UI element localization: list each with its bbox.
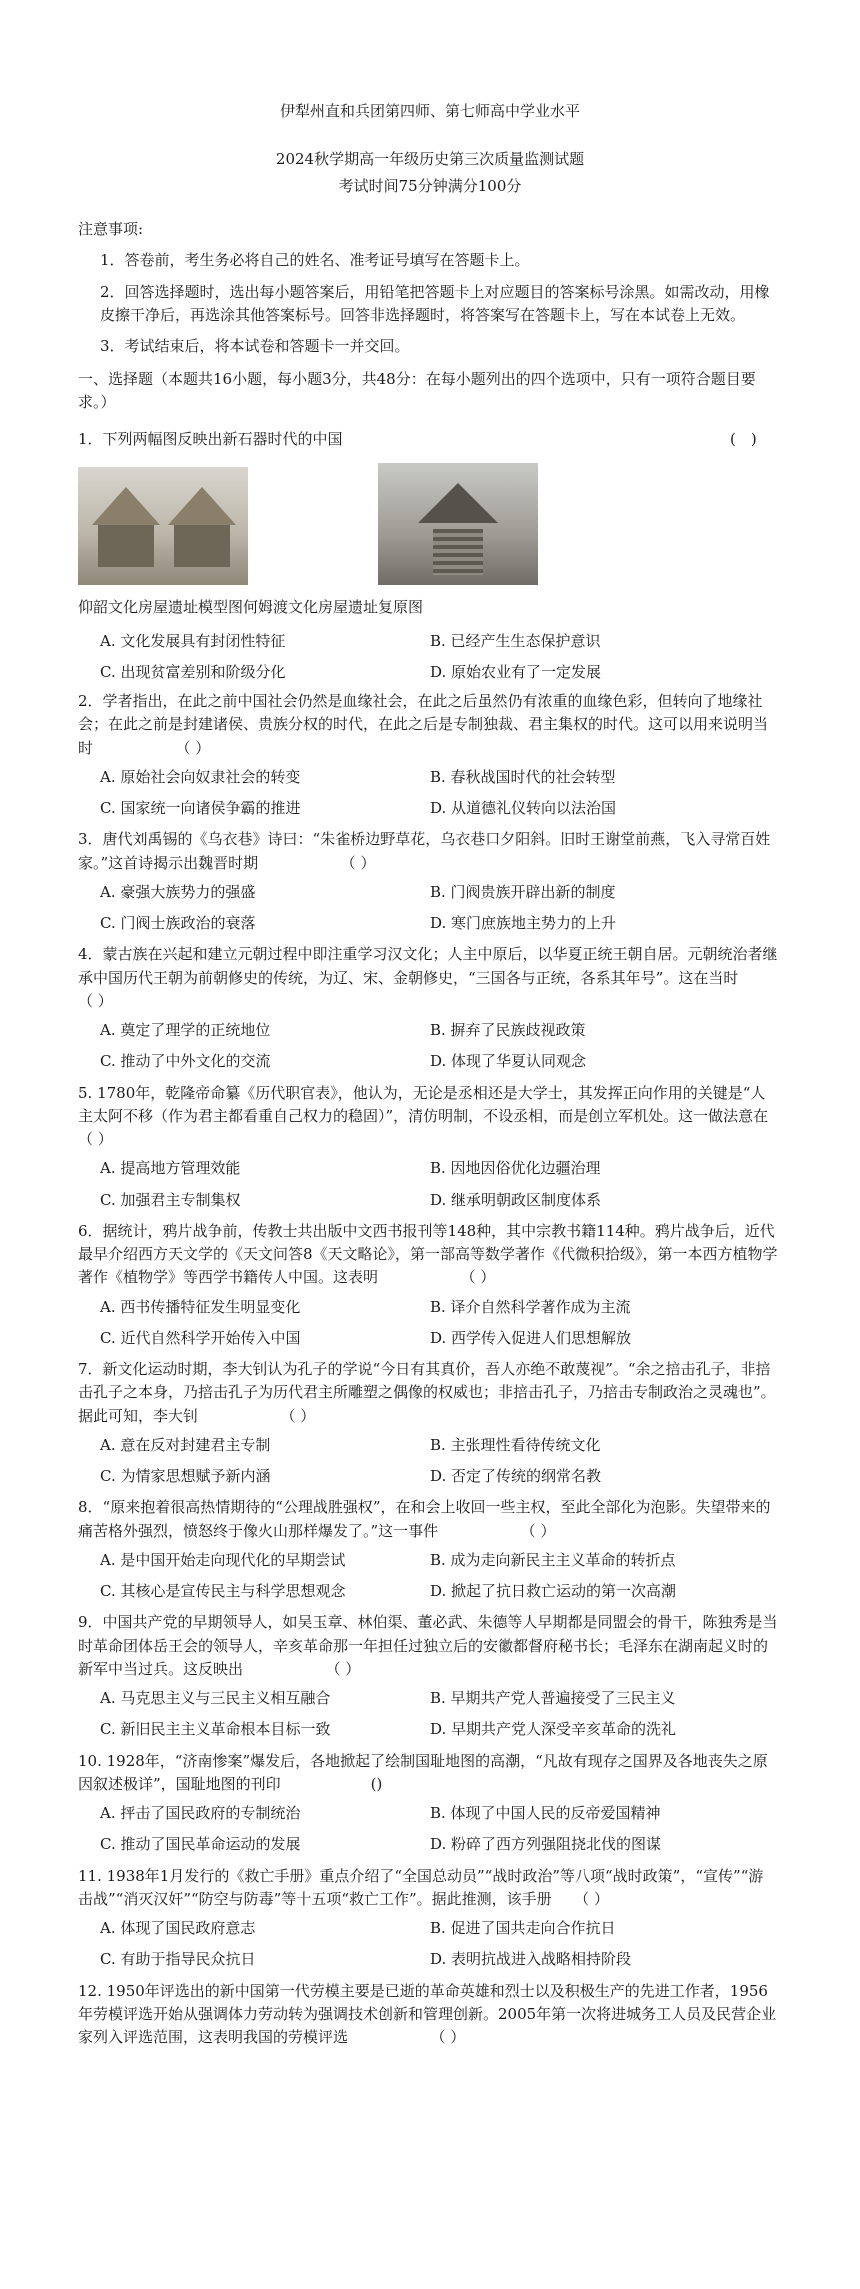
question-stem: 4．蒙古族在兴起和建立元朝过程中即注重学习汉文化；人主中原后，以华夏正统王朝自居。元朝统治者继承中国历代王朝为前朝修史的传统，为辽、宋、金朝修史，“三国各与正统，各系其年号”。这在当时 （ ） bbox=[78, 945, 829, 1010]
option-a: A. 马克思主义与三民主义相互融合 bbox=[100, 1689, 331, 1707]
option-a: A. 豪强大族势力的强盛 bbox=[100, 882, 256, 901]
option-b: B. 体现了中国人民的反帝爱国精神 bbox=[430, 1804, 661, 1822]
questions-list bbox=[78, 690, 829, 2057]
option-b: B. 因地因俗优化边疆治理 bbox=[430, 1159, 601, 1178]
images-caption: 仰韶文化房屋遗址模型图何姆渡文化房屋遗址复原图 bbox=[78, 598, 424, 616]
option-b: B. 摒弃了民族歧视政策 bbox=[430, 1021, 586, 1039]
option-d: D. 否定了传统的纲常名教 bbox=[430, 1467, 602, 1485]
yangshao-house-model-image bbox=[78, 467, 248, 585]
question-stem: 11. 1938年1月发行的《救亡手册》重点介绍了“全国总动员”“战时政治”等八项“战时政策”，“宣传”“游击战”“消灭汉奸”“防空与防毒”等十五项“救亡工作”。据此推测，该手册 （ ） bbox=[78, 1866, 764, 1908]
option-a: A. 西书传播特征发生明显变化 bbox=[100, 1297, 301, 1316]
option-c: C. 近代自然科学开始传入中国 bbox=[100, 1328, 301, 1347]
notice-item: 3．考试结束后，将本试卷和答题卡一并交回。 bbox=[100, 337, 410, 355]
question-1-stem: 1．下列两幅图反映出新石器时代的中国 bbox=[78, 430, 343, 448]
section-heading: 一、选择题（本题共16小题，每小题3分，共48分：在每小题列出的四个选项中，只有一项符合题目要求。） bbox=[78, 370, 756, 412]
question-1-options bbox=[78, 624, 778, 685]
option-a: A. 奠定了理学的正统地位 bbox=[100, 1021, 271, 1039]
question-9 bbox=[78, 1611, 778, 1741]
question-1-images bbox=[78, 455, 548, 585]
question-stem: 2．学者指出，在此之前中国社会仍然是血缘社会，在此之后虽然仍有浓重的血缘色彩，但转向了地缘社会；在此之前是封建诸侯、贵族分权的时代，在此之后是专制独裁、君主集权的时代。这可以用来说明当时 （ ） bbox=[78, 692, 769, 757]
option-d: D. 寒门庶族地主势力的上升 bbox=[430, 914, 617, 932]
question-stem: 10. 1928年，“济南惨案”爆发后，各地掀起了绘制国耻地图的高潮，“凡故有现存之国界及各地丧失之原因叙述极详”，国耻地图的刊印 () bbox=[78, 1751, 768, 1793]
option-d: D. 从道德礼仪转向以法治国 bbox=[430, 799, 617, 817]
question-4 bbox=[78, 943, 829, 1073]
option-c: C. 新旧民主主义革命根本目标一致 bbox=[100, 1720, 331, 1739]
question-stem: 9．中国共产党的早期领导人，如吴玉章、林伯渠、董必武、朱德等人早期都是同盟会的骨干，陈独秀是当时革命团体岳王会的领导人，辛亥革命那一年担任过独立后的安徽都督府秘书长；毛泽东在湖南起义时的新军中当过兵。这反映出 （ ） bbox=[78, 1613, 778, 1678]
option-a: A. 意在反对封建君主专制 bbox=[100, 1435, 271, 1454]
notice-title: 注意事项: bbox=[78, 220, 144, 238]
question-8 bbox=[78, 1496, 778, 1603]
option-a: A. 文化发展具有封闭性特征 bbox=[100, 632, 286, 650]
option-d: D. 西学传入促进人们思想解放 bbox=[430, 1328, 632, 1347]
question-stem: 7．新文化运动时期，李大钊认为孔子的学说“今日有其真价，吾人亦绝不敢蔑视”。“余之掊击孔子，非掊击孔子之本身，乃掊击孔子为历代君主所雕塑之偶像的权威也；非掊击孔子，乃掊击专制政治之灵魂也”。据此可知，李大钊 （ ） bbox=[78, 1360, 776, 1425]
question-10 bbox=[78, 1750, 778, 1857]
question-12 bbox=[78, 1980, 778, 2050]
question-5 bbox=[78, 1082, 799, 1212]
option-b: B. 促进了国共走向合作抗日 bbox=[430, 1919, 616, 1937]
option-c: C. 其核心是宣传民主与科学思想观念 bbox=[100, 1582, 346, 1600]
question-11 bbox=[78, 1865, 778, 1972]
question-3 bbox=[78, 828, 778, 935]
question-stem: 3．唐代刘禹锡的《乌衣巷》诗曰：“朱雀桥边野草花，乌衣巷口夕阳斜。旧时王谢堂前燕，飞入寻常百姓家。”这首诗揭示出魏晋时期 （ ） bbox=[78, 830, 771, 872]
option-b: B. 主张理性看待传统文化 bbox=[430, 1435, 601, 1454]
option-c: C. 为情家思想赋予新内涵 bbox=[100, 1467, 271, 1485]
option-d: D. 粉碎了西方列强阻挠北伐的图谋 bbox=[430, 1835, 662, 1854]
question-6 bbox=[78, 1220, 778, 1350]
option-b: B. 早期共产党人普遍接受了三民主义 bbox=[430, 1689, 676, 1707]
option-a: A. 原始社会向奴隶社会的转变 bbox=[100, 767, 301, 786]
option-a: A. 体现了国民政府意志 bbox=[100, 1919, 256, 1937]
option-c: C. 出现贫富差别和阶级分化 bbox=[100, 663, 286, 682]
option-a: A. 抨击了国民政府的专制统治 bbox=[100, 1804, 301, 1822]
option-c: C. 推动了中外文化的交流 bbox=[100, 1052, 271, 1071]
option-c: C. 加强君主专制集权 bbox=[100, 1190, 241, 1209]
option-d: D. 表明抗战进入战略相持阶段 bbox=[430, 1950, 632, 1969]
question-stem: 12. 1950年评选出的新中国第一代劳模主要是已逝的革命英雄和烈士以及积极生产的先进工作者，1956年劳模评选开始从强调体力劳动转为强调技术创新和管理创新。2005年第一次将进城务工人员及民营企业家列入评选范围，这表明我国的劳模评选 （ ） bbox=[78, 1981, 777, 2046]
exam-header-line1: 伊犁州直和兵团第四师、第七师高中学业水平 bbox=[279, 102, 580, 120]
option-d: D. 原始农业有了一定发展 bbox=[430, 663, 602, 682]
option-b: B. 译介自然科学著作成为主流 bbox=[430, 1297, 631, 1316]
question-2 bbox=[78, 690, 778, 820]
question-stem: 6．据统计，鸦片战争前，传教士共出版中文西书报刊等148种，其中宗教书籍114种。鸦片战争后，近代最早介绍西方天文学的《天文问答8《天文略论》，第一部高等数学著作《代微积拾级》，第一本西方植物学著作《植物学》等西学书籍传人中国。这表明 （ ） bbox=[78, 1221, 778, 1287]
option-c: C. 有助于指导民众抗日 bbox=[100, 1950, 256, 1969]
question-7 bbox=[78, 1358, 778, 1488]
option-d: D. 继承明朝政区制度体系 bbox=[430, 1190, 602, 1209]
exam-header-line2: 2024秋学期高一年级历史第三次质量监测试题 bbox=[275, 150, 585, 168]
hemudu-house-reconstruction-image bbox=[378, 463, 538, 585]
question-stem: 8．“原来抱着很高热情期待的“公理战胜强权”，在和会上收回一些主权，至此全部化为泡影。失望带来的痛苦格外强烈，愤怒终于像火山那样爆发了。”这一事件 （ ） bbox=[78, 1498, 771, 1540]
option-b: B. 门阀贵族开辟出新的制度 bbox=[430, 882, 616, 901]
option-d: D. 早期共产党人深受辛亥革命的洗礼 bbox=[430, 1720, 677, 1739]
option-c: C. 门阀士族政治的衰落 bbox=[100, 914, 256, 932]
option-d: D. 掀起了抗日救亡运动的第一次高潮 bbox=[430, 1582, 677, 1600]
notice-item: 2．回答选择题时，选出每小题答案后，用铅笔把答题卡上对应题目的答案标号涂黑。如需改动，用橡皮擦干净后，再选涂其他答案标号。回答非选择题时，将答案写在答题卡上，写在本试卷上无效。 bbox=[100, 282, 770, 324]
option-b: B. 春秋战国时代的社会转型 bbox=[430, 767, 616, 786]
question-stem: 5. 1780年，乾隆帝命纂《历代职官表》，他认为，无论是丞相还是大学士，其发挥正向作用的关键是“人主太阿不移（作为君主都看重自己权力的稳固）”，清仿明制，不设丞相，而是创立军机处。这一做法意在 （ ） bbox=[78, 1083, 799, 1148]
option-c: C. 推动了国民革命运动的发展 bbox=[100, 1835, 301, 1854]
option-d: D. 体现了华夏认同观念 bbox=[430, 1052, 587, 1071]
answer-paren: ( ) bbox=[730, 430, 757, 448]
option-a: A. 提高地方管理效能 bbox=[100, 1159, 241, 1178]
option-c: C. 国家统一向诸侯争霸的推进 bbox=[100, 799, 301, 817]
option-b: B. 已经产生生态保护意识 bbox=[430, 632, 601, 650]
exam-header-line3: 考试时间75分钟满分100分 bbox=[338, 177, 522, 195]
notice-block bbox=[78, 218, 778, 358]
option-a: A. 是中国开始走向现代化的早期尝试 bbox=[100, 1550, 346, 1569]
notice-item: 1．答卷前，考生务必将自己的姓名、准考证号填写在答题卡上。 bbox=[100, 251, 530, 270]
option-b: B. 成为走向新民主主义革命的转折点 bbox=[430, 1550, 676, 1569]
